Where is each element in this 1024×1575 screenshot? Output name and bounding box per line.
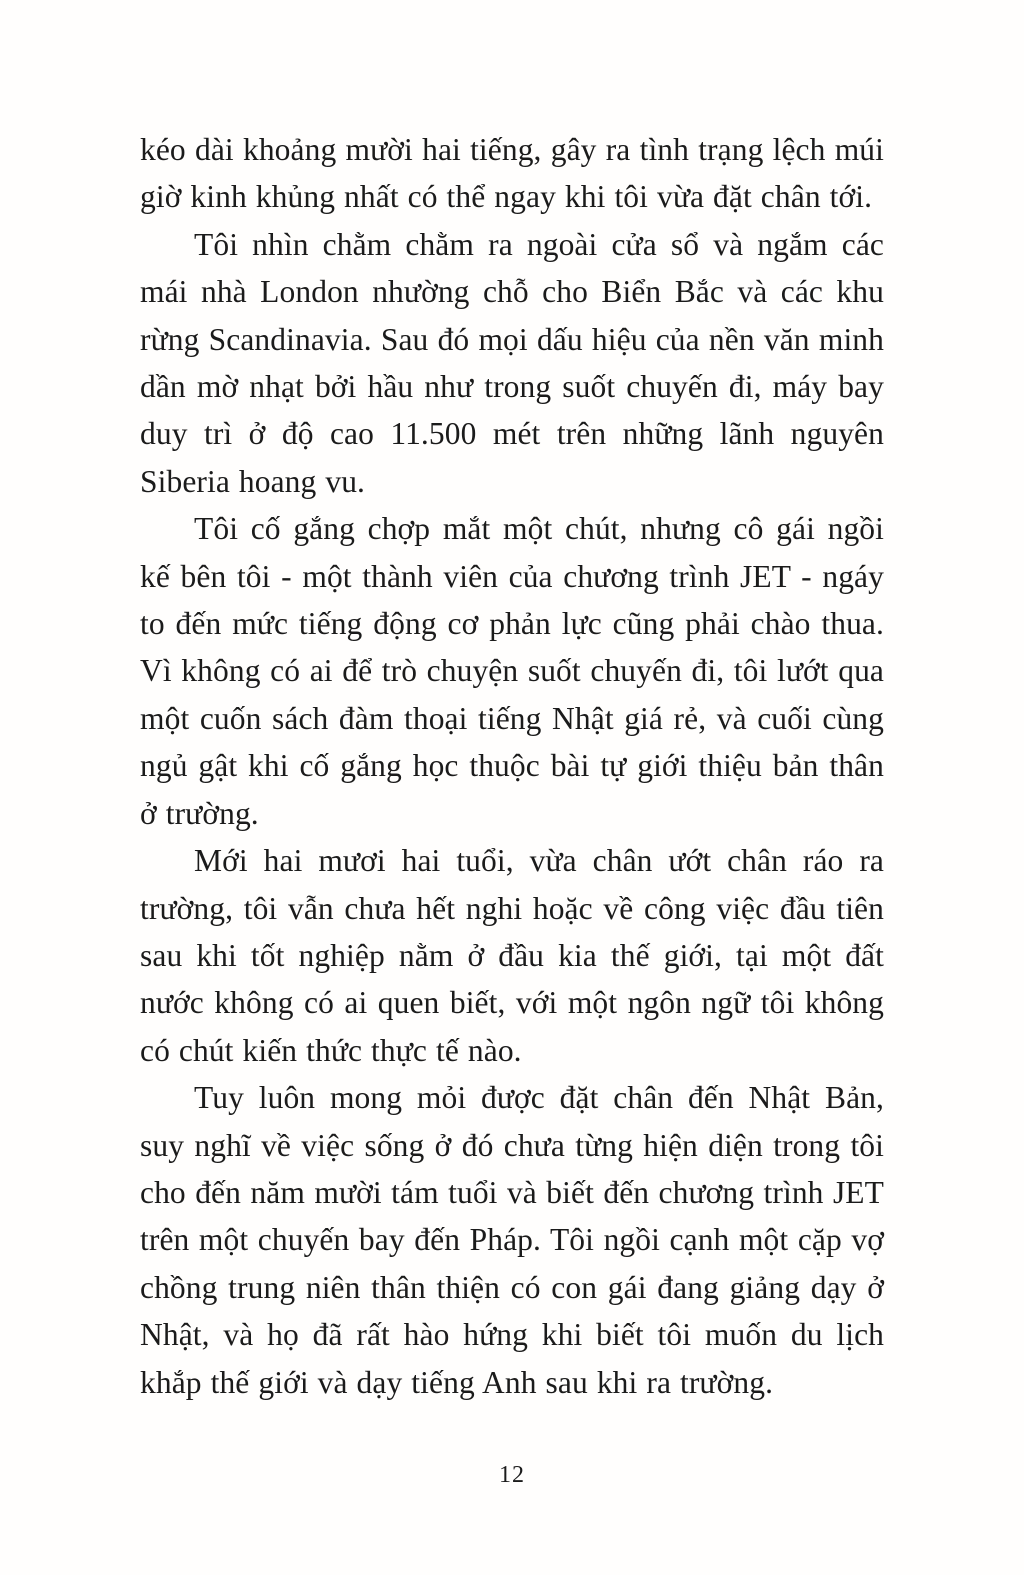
body-paragraph: kéo dài khoảng mười hai tiếng, gây ra tình trạng lệch múi giờ kinh khủng nhất có thể ngay khi tôi vừa đặt chân tới. [140, 132, 884, 215]
body-text-block [140, 126, 884, 1406]
body-paragraph: Mới hai mươi hai tuổi, vừa chân ướt chân ráo ra trường, tôi vẫn chưa hết nghi hoặc về công việc đầu tiên sau khi tốt nghiệp nằm ở đầu kia thế giới, tại một đất nước không có ai quen biết, với một ngôn ngữ tôi không có chút kiến thức thực tế nào. [140, 843, 884, 1068]
body-paragraph: Tôi cố gắng chợp mắt một chút, nhưng cô gái ngồi kế bên tôi - một thành viên của chương trình JET - ngáy to đến mức tiếng động cơ phản lực cũng phải chào thua. Vì không có ai để trò chuyện suốt chuyến đi, tôi lướt qua một cuốn sách đàm thoại tiếng Nhật giá rẻ, và cuối cùng ngủ gật khi cố gắng học thuộc bài tự giới thiệu bản thân ở trường. [140, 511, 884, 831]
body-paragraph: Tuy luôn mong mỏi được đặt chân đến Nhật Bản, suy nghĩ về việc sống ở đó chưa từng hiện diện trong tôi cho đến năm mười tám tuổi và biết đến chương trình JET trên một chuyến bay đến Pháp. Tôi ngồi cạnh một cặp vợ chồng trung niên thân thiện có con gái đang giảng dạy ở Nhật, và họ đã rất hào hứng khi biết tôi muốn du lịch khắp thế giới và dạy tiếng Anh sau khi ra trường. [140, 1080, 884, 1400]
body-paragraph: Tôi nhìn chằm chằm ra ngoài cửa sổ và ngắm các mái nhà London nhường chỗ cho Biển Bắc và các khu rừng Scandinavia. Sau đó mọi dấu hiệu của nền văn minh dần mờ nhạt bởi hầu như trong suốt chuyến đi, máy bay duy trì ở độ cao 11.500 mét trên những lãnh nguyên Siberia hoang vu. [140, 226, 884, 499]
page-number: 12 [499, 1462, 525, 1488]
